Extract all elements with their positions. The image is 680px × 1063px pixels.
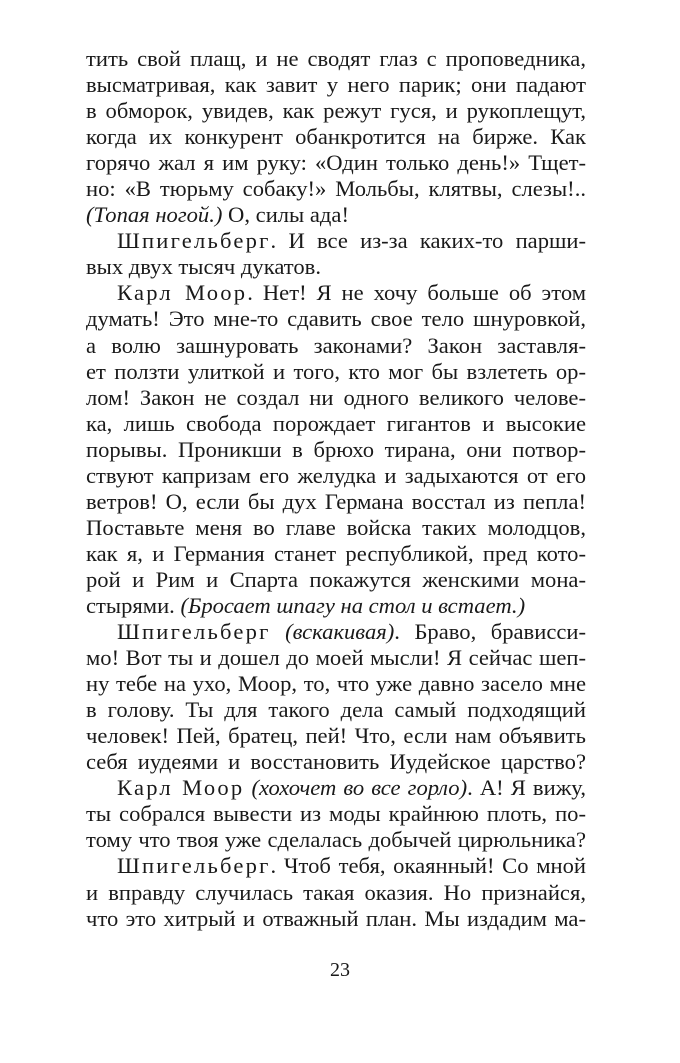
speaker-name: Шпигельберг bbox=[117, 853, 271, 879]
text-line bbox=[86, 176, 586, 202]
text-line bbox=[86, 489, 586, 515]
text-line bbox=[86, 254, 586, 280]
text-run: вых двух тысяч дукатов. bbox=[86, 254, 321, 280]
speaker-name: Карл Моор bbox=[117, 775, 245, 801]
text-run: ет ползти улиткой и того, кто мог бы взлететь ор- bbox=[86, 358, 586, 384]
text-run: О, силы ада! bbox=[222, 202, 349, 228]
text-line bbox=[86, 46, 586, 72]
text-line bbox=[86, 280, 586, 306]
text-run: . Чтоб тебя, окаянный! Со мной bbox=[270, 853, 586, 879]
text-line bbox=[86, 723, 586, 749]
text-line bbox=[86, 72, 586, 98]
text-line bbox=[86, 619, 586, 645]
text-line bbox=[86, 124, 586, 150]
text-run: лом! Закон не создал ни одного великого челове- bbox=[86, 384, 586, 410]
text-run: . И все из-за каких-то парши- bbox=[270, 228, 586, 254]
text-run: ствуют капризам его желудка и задыхаются от его bbox=[86, 462, 586, 488]
text-run: в голову. Ты для такого дела самый подходящий bbox=[86, 697, 586, 723]
text-run: Поставьте меня во главе войска таких молодцов, bbox=[86, 514, 586, 540]
text-line bbox=[86, 801, 586, 827]
stage-direction: (вскакивая) bbox=[285, 619, 395, 645]
text-run: а волю зашнуровать законами? Закон заставля- bbox=[86, 332, 586, 358]
text-run: ну тебе на ухо, Моор, то, что уже давно засело мне bbox=[86, 671, 586, 697]
text-line bbox=[86, 880, 586, 906]
text-line bbox=[86, 98, 586, 124]
text-line bbox=[86, 515, 586, 541]
text-run: ка, лишь свобода порождает гигантов и высокие bbox=[86, 410, 586, 436]
text-run: и вправду случилась такая оказия. Но признайся, bbox=[86, 879, 586, 905]
text-line bbox=[86, 906, 586, 932]
text-run: высматривая, как завит у него парик; они падают bbox=[86, 72, 586, 98]
text-line bbox=[86, 385, 586, 411]
speaker-name: Карл Моор bbox=[117, 280, 248, 306]
text-line bbox=[86, 437, 586, 463]
text-line bbox=[86, 150, 586, 176]
text-run: как я, и Германия станет республикой, пред кото- bbox=[86, 540, 586, 566]
text-line bbox=[86, 671, 586, 697]
speaker-name: Шпигельберг bbox=[117, 228, 271, 254]
text-run: . Нет! Я не хочу больше об этом bbox=[247, 280, 586, 306]
stage-direction: (Бросает шпагу на стол и встает.) bbox=[180, 592, 526, 618]
text-run: человек! Пей, братец, пей! Что, если нам объявить bbox=[86, 723, 586, 749]
text-run: порывы. Проникши в брюхо тирана, они потвор- bbox=[86, 436, 586, 462]
text-line bbox=[86, 827, 586, 853]
text-run: думать! Это мне-то сдавить свое тело шнуровкой, bbox=[86, 306, 586, 332]
text-line bbox=[86, 775, 586, 801]
speaker-name: Шпигельберг bbox=[117, 619, 271, 645]
page-body bbox=[86, 46, 586, 932]
text-run: в обморок, увидев, как режут гуся, и рукоплещут, bbox=[86, 98, 586, 124]
text-run: ты собрался вывести из моды крайнюю плоть, по- bbox=[86, 801, 586, 827]
text-line bbox=[86, 645, 586, 671]
text-line bbox=[86, 749, 586, 775]
text-line bbox=[86, 593, 586, 619]
text-line bbox=[86, 697, 586, 723]
text-line bbox=[86, 202, 586, 228]
stage-direction: (Топая ногой.) bbox=[86, 202, 223, 228]
page-number: 23 bbox=[330, 959, 350, 981]
text-run bbox=[271, 619, 286, 644]
text-run: ветров! О, если бы дух Германа восстал из пепла! bbox=[86, 488, 586, 514]
text-line bbox=[86, 567, 586, 593]
text-run: что это хитрый и отважный план. Мы издадим ма- bbox=[86, 905, 586, 931]
text-run: тить свой плащ, и не сводят глаз с проповедника, bbox=[86, 46, 586, 71]
text-run: . Браво, брависси- bbox=[394, 619, 586, 645]
text-line bbox=[86, 411, 586, 437]
text-run: себя иудеями и восстановить Иудейское царство? bbox=[86, 749, 586, 775]
text-run: рой и Рим и Спарта покажутся женскими мона- bbox=[86, 566, 586, 592]
text-run: . А! Я вижу, bbox=[467, 775, 586, 801]
stage-direction: (хохочет во все горло) bbox=[251, 775, 468, 801]
text-run: стырями. bbox=[86, 592, 181, 618]
text-line bbox=[86, 359, 586, 385]
text-line bbox=[86, 228, 586, 254]
text-line bbox=[86, 541, 586, 567]
text-line bbox=[86, 333, 586, 359]
text-run: когда их конкурент обанкротится на бирже. Как bbox=[86, 124, 586, 150]
text-line bbox=[86, 463, 586, 489]
text-run: но: «В тюрьму собаку!» Мольбы, клятвы, слезы!.. bbox=[86, 176, 586, 202]
text-line bbox=[86, 853, 586, 879]
text-line bbox=[86, 306, 586, 332]
text-run: тому что твоя уже сделалась добычей цирюльника? bbox=[86, 827, 586, 853]
text-run: горячо жал я им руку: «Один только день!» Тщет- bbox=[86, 150, 586, 176]
text-run: мо! Вот ты и дошел до моей мысли! Я сейчас шеп- bbox=[86, 645, 586, 671]
